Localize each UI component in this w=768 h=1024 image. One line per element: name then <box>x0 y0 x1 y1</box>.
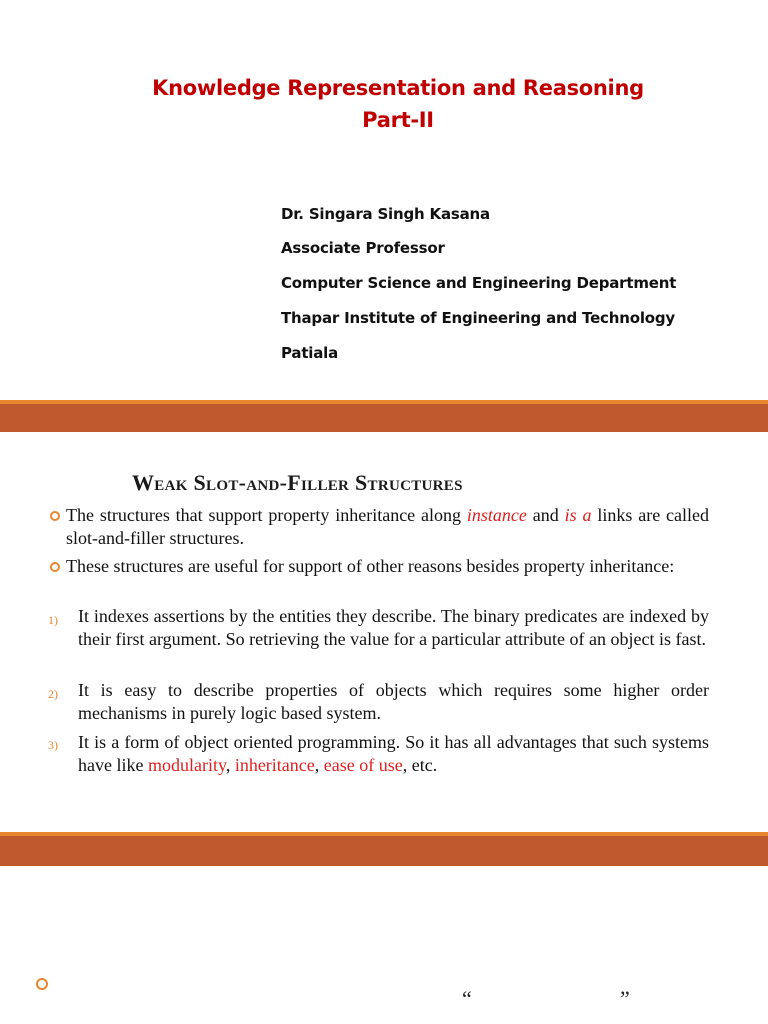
numbered-item-1: It indexes assertions by the entities they describe. The binary predicates are indexed by their first argument. So retrieving the value for a particular attribute of an object is fast. <box>78 606 709 649</box>
bullet1-text-start: The structures that support property inheritance along <box>66 505 467 525</box>
item3-text-start: It is a form of object oriented programming. So it has all advantages that such systems have like <box>78 732 709 775</box>
bullet-paragraph-2: These structures are useful for support of other reasons besides property inheritance: <box>66 556 675 576</box>
bullet-circle-icon <box>50 562 60 572</box>
author-department: Computer Science and Engineering Department <box>281 274 677 292</box>
item-number: 2) <box>48 687 58 701</box>
keyword-modularity: modularity <box>147 755 226 775</box>
slide-divider <box>0 400 768 432</box>
author-position: Associate Professor <box>281 239 445 257</box>
bullet-circle-icon <box>36 978 48 990</box>
bullet-circle-icon <box>50 511 60 521</box>
keyword-instance: instance <box>466 505 527 525</box>
open-quote: “ <box>462 986 472 1011</box>
bullet-paragraph-1 <box>66 504 709 550</box>
title-slide <box>0 0 768 400</box>
divider-accent-line <box>0 832 768 836</box>
item-number: 3) <box>48 738 58 752</box>
author-city: Patiala <box>281 344 339 362</box>
author-name: Dr. Singara Singh Kasana <box>281 205 490 223</box>
keyword-is-a: is a <box>564 505 592 525</box>
separator-comma: , <box>225 755 235 775</box>
item3-text-end: , etc. <box>402 755 438 775</box>
item-number: 1) <box>48 613 58 627</box>
numbered-item-3 <box>78 731 709 777</box>
slide-divider <box>0 832 768 866</box>
bullet1-text-and: and <box>526 505 565 525</box>
close-quote: ” <box>620 986 630 1011</box>
content-slide <box>0 432 768 832</box>
keyword-ease-of-use: ease of use <box>323 755 403 775</box>
divider-accent-line <box>0 400 768 404</box>
bullet1-text-end: links are called slot-and-filler structures. <box>66 505 710 548</box>
separator-comma: , <box>314 755 324 775</box>
keyword-inheritance: inheritance <box>234 755 315 775</box>
slide-subtitle: Part-II <box>362 108 434 132</box>
numbered-item-2: It is easy to describe properties of objects which requires some higher order mechanisms in purely logic based system. <box>78 680 709 723</box>
slide-title: Knowledge Representation and Reasoning <box>152 76 644 100</box>
partial-slide <box>0 866 768 1024</box>
author-institute: Thapar Institute of Engineering and Technology <box>281 309 675 327</box>
slide-heading: Weak Slot-and-Filler Structures <box>132 470 463 495</box>
